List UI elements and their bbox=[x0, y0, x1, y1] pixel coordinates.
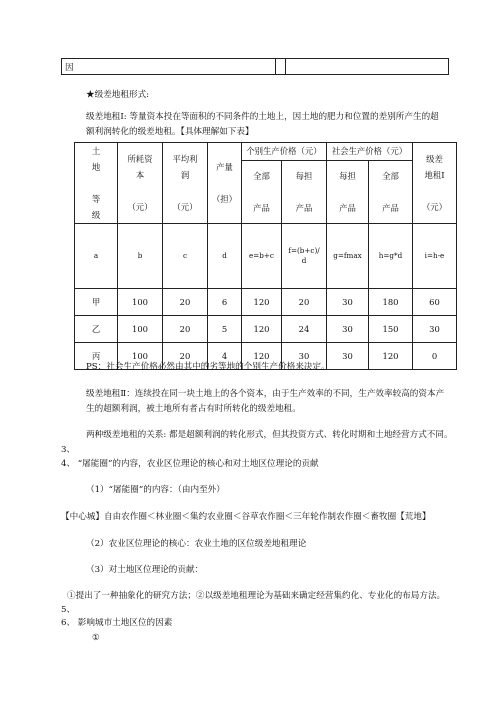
table-cell: 20 bbox=[282, 289, 327, 316]
formula-cell: a bbox=[75, 224, 118, 289]
table-cell: 20 bbox=[163, 289, 208, 316]
table-cell: 20 bbox=[163, 343, 208, 370]
top-table-cell bbox=[286, 59, 449, 75]
formula-cell: b bbox=[118, 224, 163, 289]
table-cell: 30 bbox=[413, 316, 457, 343]
formula-cell: g=fmax bbox=[327, 224, 369, 289]
table-cell: 100 bbox=[118, 343, 163, 370]
formula-cell: e=b+c bbox=[242, 224, 282, 289]
formula-cell: i=h-e bbox=[413, 224, 457, 289]
table-cell: 180 bbox=[369, 289, 413, 316]
item-number-3: 3、 bbox=[61, 445, 76, 455]
formula-cell: c bbox=[163, 224, 208, 289]
sub-item-3: （3）对土地区位理论的贡献： bbox=[86, 565, 204, 575]
formula-cell: f=(b+c)/ d bbox=[282, 224, 327, 289]
table-row bbox=[62, 59, 449, 75]
sub-item-1: （1）“屠能圈”的内容：（由内至外） bbox=[86, 485, 225, 495]
table-cell: 6 bbox=[208, 289, 242, 316]
rent2-definition-line1: 级差地租Ⅱ：连续投在同一块土地上的各个资本，由于生产效率的不同，生产效率较高的资本产 bbox=[86, 389, 445, 399]
header-differential-rent: 级差 地租Ⅰ （元） bbox=[413, 143, 457, 224]
table-cell: 100 bbox=[118, 289, 163, 316]
ps-note: PS：社会生产价格必然由其中的劣等地的个别生产价格来决定。 bbox=[86, 362, 330, 372]
table-cell: 30 bbox=[327, 343, 369, 370]
table-cell: 0 bbox=[413, 343, 457, 370]
sub-item-2: （2）农业区位理论的核心：农业土地的区位级差地租理论 bbox=[86, 539, 307, 549]
table-cell: 4 bbox=[208, 343, 242, 370]
table-cell: 100 bbox=[118, 316, 163, 343]
relation-text: 两种级差地租的关系: 都是超额利润的转化形式，但其投资方式、转化时期和土地经营方式不同。 bbox=[86, 430, 453, 440]
table-cell: 30 bbox=[327, 289, 369, 316]
header-land-grade: 土 地 等 级 bbox=[75, 143, 118, 224]
header-social-price: 社会生产价格（元） bbox=[327, 143, 413, 161]
top-table-fragment bbox=[61, 58, 449, 75]
table-cell: 120 bbox=[242, 316, 282, 343]
table-cell: 150 bbox=[369, 316, 413, 343]
table-cell: 24 bbox=[282, 316, 327, 343]
table-cell: 30 bbox=[327, 316, 369, 343]
header-social-total: 全部 产品 bbox=[369, 161, 413, 224]
header-capital: 所耗资 本 （元） bbox=[118, 143, 163, 224]
thunen-circles: 【中心城】自由农作圈＜林业圈＜集约农业圈＜谷草农作圈＜三年轮作制农作圈＜畜牧圈【荒地】 bbox=[61, 512, 431, 522]
item-4-title: 4、 “屠能圈”的内容，农业区位理论的核心和对土地区位理论的贡献 bbox=[61, 459, 319, 469]
header-avg-profit: 平均利 润 （元） bbox=[163, 143, 208, 224]
top-table-cell bbox=[276, 59, 286, 75]
header-output: 产量 （担） bbox=[208, 143, 242, 224]
contribution-text: ①提出了一种抽象化的研究方法；②以级差地租理论为基础来确定经营集约化、专业化的布局方法。 bbox=[67, 591, 446, 601]
formula-cell: h=g*d bbox=[369, 224, 413, 289]
table-cell: 丙 bbox=[75, 343, 118, 370]
formula-row bbox=[75, 224, 457, 289]
rent1-definition-line2: 额利润转化的级差地租。【具体理解如下表】 bbox=[86, 127, 254, 137]
header-social-per: 每担 产品 bbox=[327, 161, 369, 224]
item-number-5: 5、 bbox=[61, 605, 76, 615]
table-cell: 30 bbox=[282, 343, 327, 370]
rent-table bbox=[74, 142, 457, 370]
header-indiv-per: 每担 产品 bbox=[282, 161, 327, 224]
circle-one-marker: ① bbox=[92, 633, 100, 643]
table-row bbox=[75, 316, 457, 343]
header-individual-price: 个别生产价格（元） bbox=[242, 143, 327, 161]
rent1-definition-line1: 级差地租Ⅰ: 等量资本投在等面积的不同条件的土地上，因土地的肥力和位置的差别所产生的超 bbox=[86, 112, 439, 122]
item-6-title: 6、 影响城市土地区位的因素 bbox=[61, 618, 173, 628]
table-cell: 60 bbox=[413, 289, 457, 316]
table-row bbox=[75, 289, 457, 316]
formula-cell: d bbox=[208, 224, 242, 289]
table-cell: 120 bbox=[369, 343, 413, 370]
table-cell: 乙 bbox=[75, 316, 118, 343]
table-cell: 5 bbox=[208, 316, 242, 343]
table-header-row bbox=[75, 143, 457, 161]
header-indiv-total: 全部 产品 bbox=[242, 161, 282, 224]
top-table-cell: 因 bbox=[62, 59, 276, 75]
table-cell: 20 bbox=[163, 316, 208, 343]
table-cell: 120 bbox=[242, 289, 282, 316]
forms-heading: ★级差地租形式: bbox=[86, 90, 150, 100]
rent2-definition-line2: 生的超额利润，被土地所有者占有时所转化的级差地租。 bbox=[86, 404, 301, 414]
table-cell: 120 bbox=[242, 343, 282, 370]
table-cell: 甲 bbox=[75, 289, 118, 316]
